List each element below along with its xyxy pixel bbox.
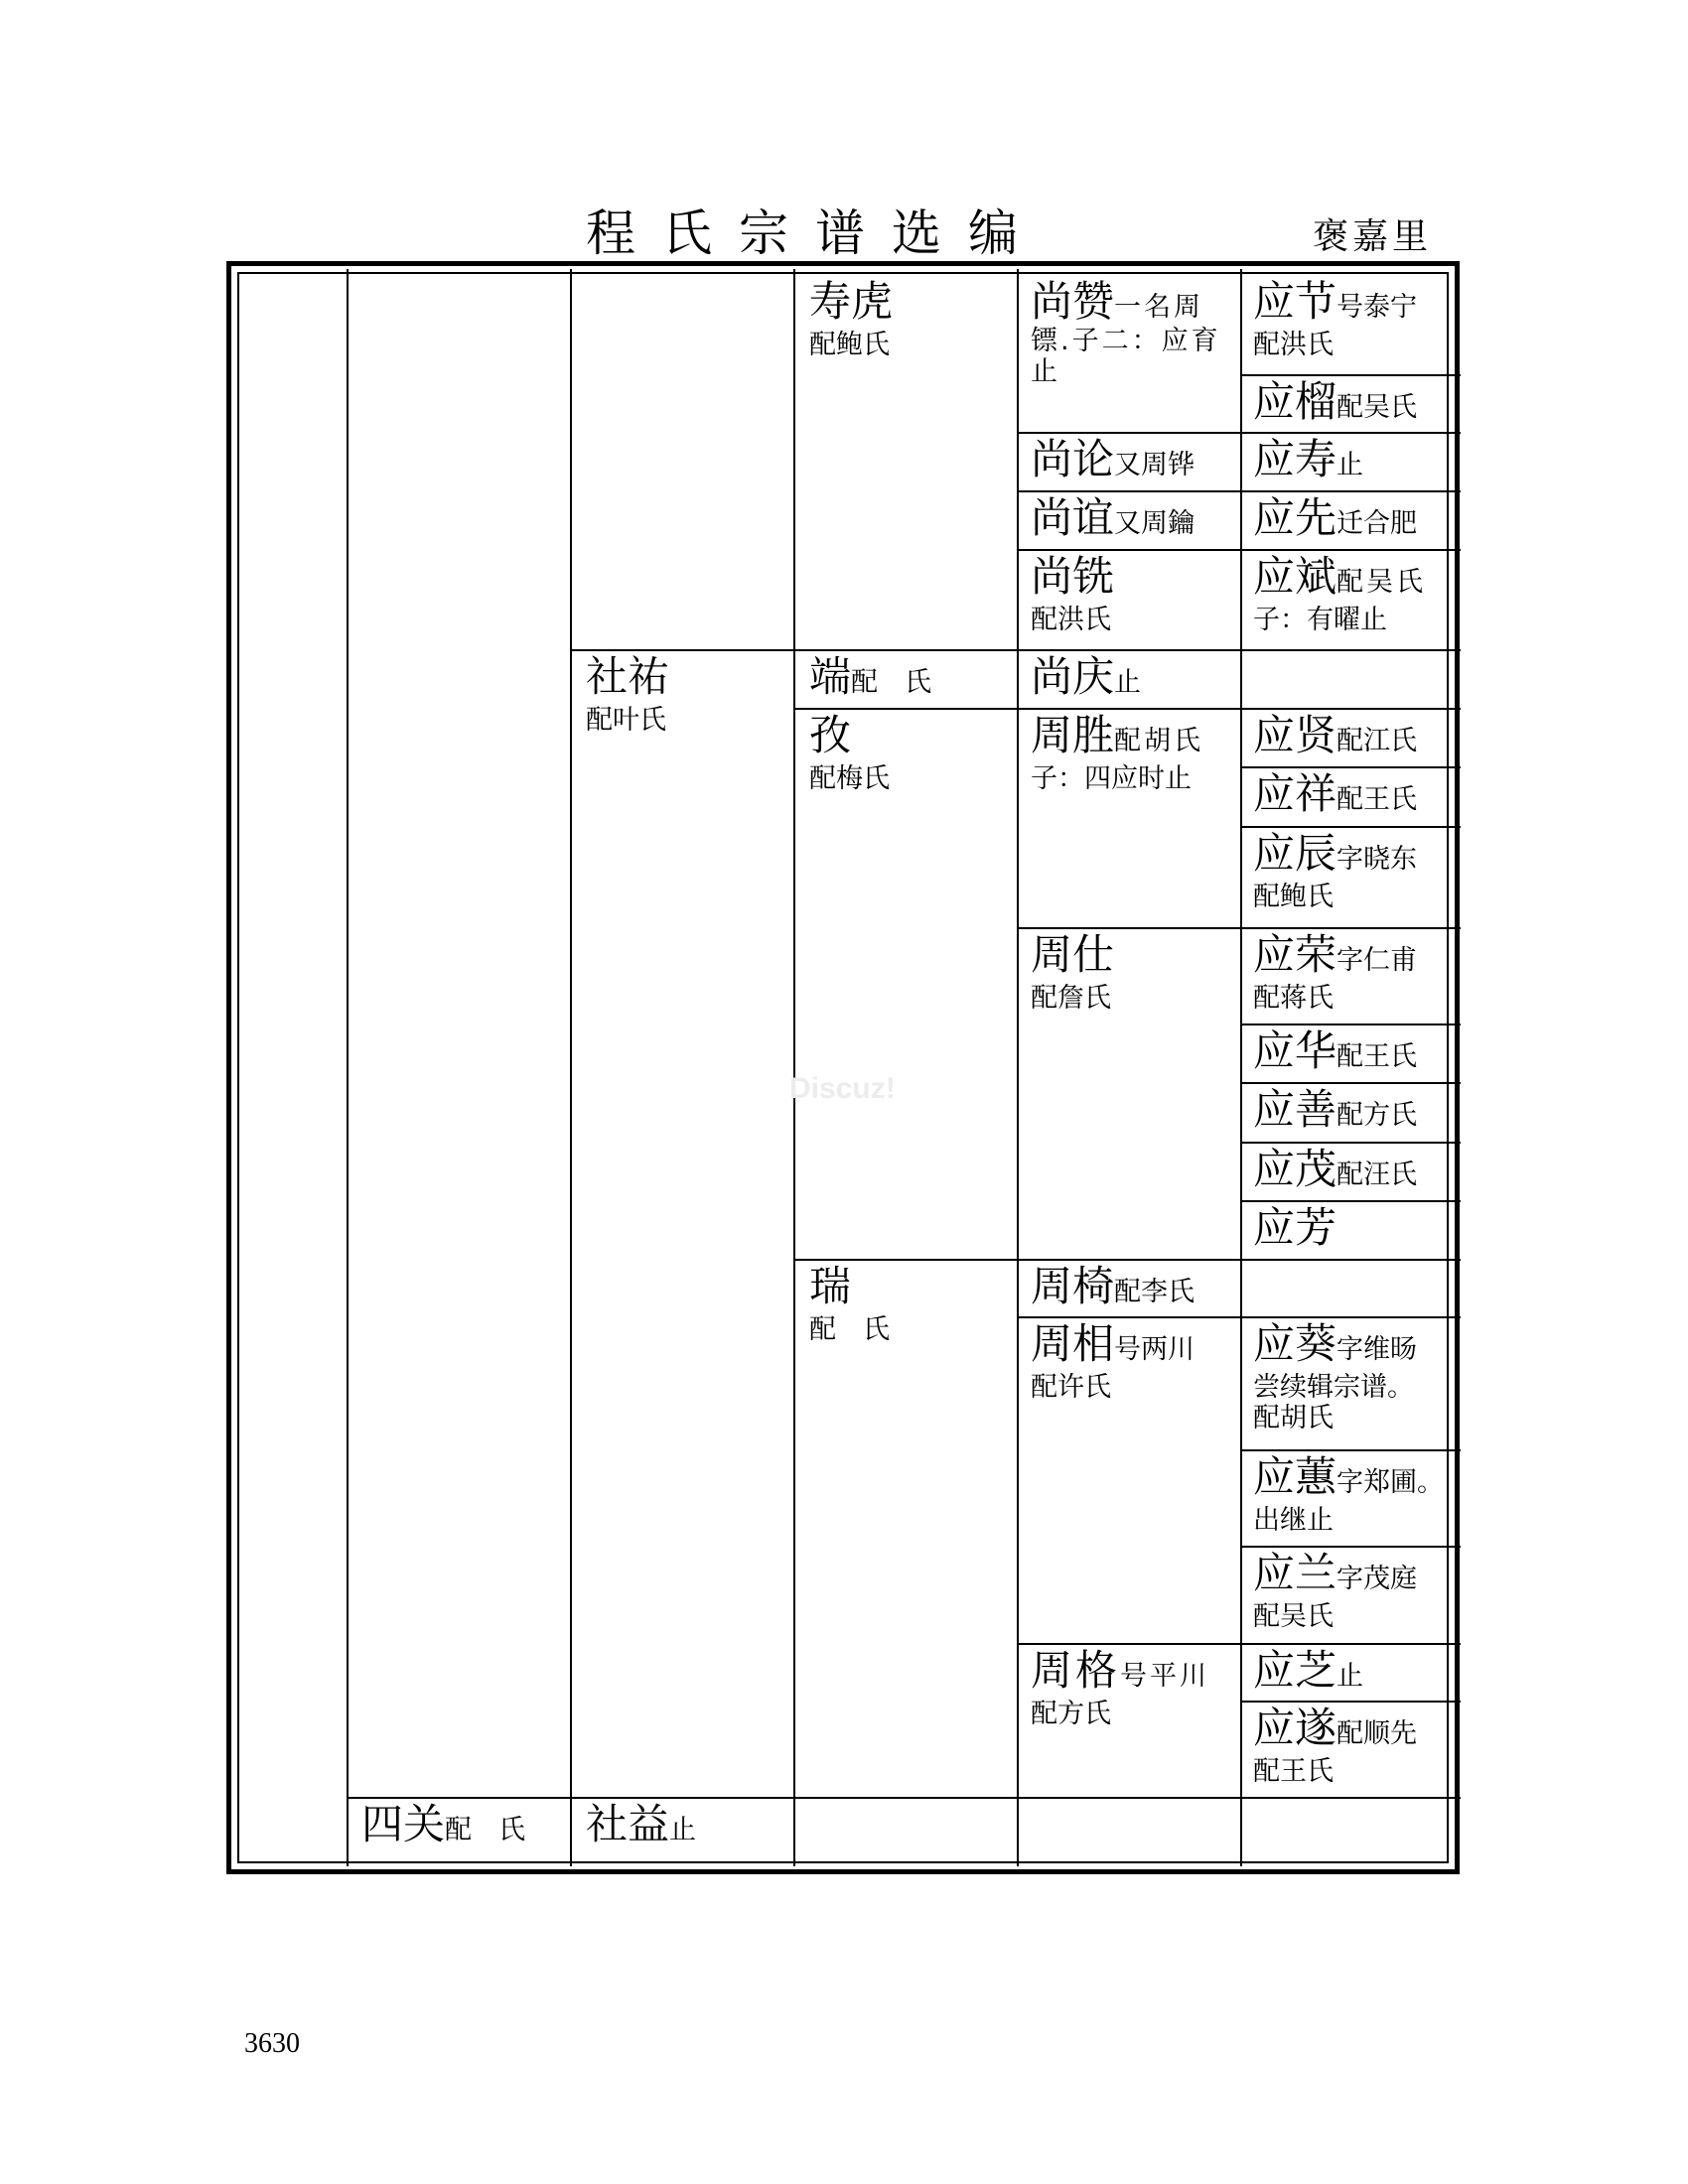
entry-note: 配王氏 — [1336, 784, 1418, 815]
entry-name: 尚论 — [1031, 435, 1115, 483]
column-line-4 — [1017, 269, 1019, 1866]
entry-shangyi — [1031, 494, 1195, 542]
entry-note: 止 — [1114, 667, 1142, 698]
entry-yinghui — [1253, 1453, 1444, 1536]
entry-name: 四关 — [361, 1800, 446, 1848]
entry-name: 周仕 — [1031, 930, 1115, 979]
entry-note: 配王氏 — [1336, 1041, 1418, 1072]
row-line — [1017, 1643, 1461, 1645]
watermark: Discuz! — [789, 1072, 896, 1105]
column-line-3 — [793, 269, 795, 1866]
entry-note: 配洪氏 — [1031, 605, 1111, 636]
row-line — [1017, 490, 1461, 492]
entry-yingjie — [1253, 278, 1417, 360]
row-line — [1240, 826, 1461, 828]
row-line — [1017, 927, 1461, 929]
entry-zhoushi — [1031, 931, 1114, 1014]
entry-note: 字维旸 — [1336, 1334, 1418, 1365]
entry-name: 周椅 — [1031, 1262, 1115, 1310]
entry-note: 子：四应时止 — [1031, 763, 1192, 795]
entry-note: 配梅氏 — [809, 763, 890, 795]
entry-note: 号两川 — [1114, 1334, 1196, 1365]
entry-note: 配方氏 — [1031, 1699, 1111, 1730]
column-line-2 — [570, 269, 572, 1866]
page-number: 3630 — [244, 2028, 300, 2059]
entry-shehu — [586, 653, 669, 736]
row-line — [1240, 1701, 1461, 1703]
entry-yingrong — [1253, 931, 1417, 1014]
entry-note: 又周鑰 — [1114, 508, 1196, 539]
row-line — [1240, 1024, 1461, 1025]
row-line — [793, 708, 1461, 710]
row-line — [1240, 1082, 1461, 1084]
entry-yingxian — [1253, 494, 1417, 542]
entry-name: 社祐 — [586, 652, 670, 701]
entry-note: 配叶氏 — [586, 705, 666, 737]
row-line — [1240, 1142, 1461, 1144]
entry-zhousheng — [1031, 712, 1203, 794]
entry-note: 配方氏 — [1336, 1100, 1418, 1131]
entry-zhouxiang — [1031, 1320, 1195, 1403]
row-line — [347, 1797, 1461, 1799]
row-line — [1240, 1200, 1461, 1202]
entry-name: 应芳 — [1253, 1203, 1337, 1252]
entry-name: 应斌 — [1253, 552, 1337, 601]
header-place: 褒嘉里 — [1313, 216, 1433, 257]
entry-note: 配江氏 — [1336, 726, 1418, 756]
entry-shangqing — [1031, 653, 1141, 701]
entry-shangzan — [1031, 278, 1227, 387]
row-line — [1017, 432, 1461, 434]
entry-note: 配蒋氏 — [1253, 983, 1334, 1015]
entry-yingzhi — [1253, 1647, 1363, 1695]
entry-note: 字仁甫 — [1336, 945, 1418, 976]
entry-note: 一名周镖.子二：应育止 — [1031, 292, 1221, 388]
entry-name: 应华 — [1253, 1026, 1337, 1075]
entry-note: 配吴氏 — [1336, 567, 1427, 598]
row-line — [570, 649, 1461, 651]
entry-note: 配洪氏 — [1253, 330, 1334, 361]
row-line — [1240, 766, 1461, 768]
entry-zi — [809, 712, 890, 794]
entry-note: 止 — [669, 1815, 697, 1845]
column-line-1 — [347, 269, 349, 1866]
entry-note: 迁合肥 — [1336, 508, 1418, 539]
entry-name: 应辰 — [1253, 829, 1337, 878]
entry-note: 配詹氏 — [1031, 983, 1111, 1015]
entry-name: 应蕙 — [1253, 1452, 1337, 1501]
entry-shangxian — [1031, 553, 1114, 635]
entry-name: 应善 — [1253, 1085, 1337, 1134]
entry-siguan — [361, 1801, 525, 1848]
entry-note: 字晓东 — [1336, 844, 1418, 875]
entry-note: 配吴氏 — [1253, 1601, 1334, 1633]
entry-name: 周胜 — [1031, 711, 1115, 759]
entry-name: 应兰 — [1253, 1549, 1337, 1597]
entry-name: 应遂 — [1253, 1704, 1337, 1752]
entry-zhouge — [1031, 1647, 1209, 1729]
entry-note: 配胡氏 — [1114, 726, 1204, 756]
entry-name: 应祥 — [1253, 769, 1337, 818]
entry-yingkui — [1253, 1320, 1417, 1433]
entry-name: 应寿 — [1253, 435, 1337, 483]
entry-note: 尝续辑宗谱。 — [1253, 1372, 1414, 1404]
entry-note: 配王氏 — [1253, 1756, 1334, 1788]
entry-note: 配胡氏 — [1253, 1403, 1334, 1434]
entry-yingxiang — [1253, 770, 1417, 818]
entry-name: 寿虎 — [809, 277, 894, 326]
entry-name: 孜 — [809, 711, 852, 759]
entry-note: 配顺先 — [1336, 1718, 1418, 1749]
entry-name: 应贤 — [1253, 711, 1337, 759]
header-title: 程氏宗谱选编 — [586, 205, 1045, 262]
entry-name: 应先 — [1253, 493, 1337, 542]
row-line — [1017, 1316, 1461, 1318]
entry-name: 瑞 — [809, 1262, 852, 1310]
entry-name: 应荣 — [1253, 930, 1337, 979]
entry-name: 周相 — [1031, 1319, 1115, 1368]
entry-note: 又周铧 — [1114, 450, 1196, 480]
entry-yingchen — [1253, 830, 1417, 912]
entry-yinglan — [1253, 1550, 1417, 1632]
row-line — [1240, 1449, 1461, 1451]
entry-shouhu — [809, 278, 893, 360]
entry-note: 止 — [1336, 1661, 1364, 1692]
entry-name: 应节 — [1253, 277, 1337, 326]
entry-note: 配鲍氏 — [809, 330, 890, 361]
entry-zhouyi — [1031, 1263, 1195, 1310]
entry-name: 尚赞 — [1031, 277, 1115, 326]
entry-note: 配汪氏 — [1336, 1160, 1418, 1190]
entry-note: 出继止 — [1253, 1505, 1334, 1537]
row-line — [793, 1259, 1461, 1261]
entry-note: 字茂庭 — [1336, 1564, 1418, 1594]
entry-note: 配鲍氏 — [1253, 882, 1334, 913]
entry-yingsui — [1253, 1705, 1417, 1787]
entry-name: 应茂 — [1253, 1145, 1337, 1193]
row-line — [1240, 1546, 1461, 1548]
entry-name: 尚铣 — [1031, 552, 1115, 601]
entry-yinghua — [1253, 1027, 1417, 1075]
entry-name: 社益 — [586, 1800, 670, 1848]
entry-name: 尚庆 — [1031, 652, 1115, 701]
entry-rui — [809, 1263, 890, 1345]
entry-shanglun — [1031, 436, 1195, 483]
entry-note: 配吴氏 — [1336, 392, 1418, 423]
entry-note: 配 氏 — [809, 1314, 890, 1346]
entry-name: 周格 — [1031, 1646, 1121, 1695]
entry-note: 配李氏 — [1114, 1277, 1196, 1307]
row-line — [1017, 549, 1461, 551]
entry-yingshou — [1253, 436, 1363, 483]
entry-note: 止 — [1336, 450, 1364, 480]
entry-name: 应葵 — [1253, 1319, 1337, 1368]
entry-yingliu — [1253, 378, 1417, 426]
entry-yingxian2 — [1253, 712, 1417, 759]
entry-note: 号平川 — [1120, 1661, 1210, 1692]
entry-yingmao — [1253, 1146, 1417, 1193]
entry-name: 尚谊 — [1031, 493, 1115, 542]
entry-note: 配 氏 — [445, 1815, 526, 1845]
entry-duan — [809, 653, 931, 701]
entry-name: 端 — [809, 652, 852, 701]
entry-note: 配许氏 — [1031, 1372, 1111, 1404]
entry-sheyi — [586, 1801, 696, 1848]
entry-yingbin — [1253, 553, 1426, 635]
entry-yingshan — [1253, 1086, 1417, 1134]
entry-name: 应榴 — [1253, 377, 1337, 426]
entry-yingfang — [1253, 1204, 1336, 1252]
row-line — [1240, 374, 1461, 376]
column-line-5 — [1240, 269, 1242, 1866]
entry-note: 子：有曜止 — [1253, 605, 1387, 636]
entry-note: 字郑圃。 — [1336, 1467, 1445, 1498]
entry-note: 号泰宁 — [1336, 292, 1418, 323]
entry-note: 配 氏 — [851, 667, 932, 698]
entry-name: 应芝 — [1253, 1646, 1337, 1695]
